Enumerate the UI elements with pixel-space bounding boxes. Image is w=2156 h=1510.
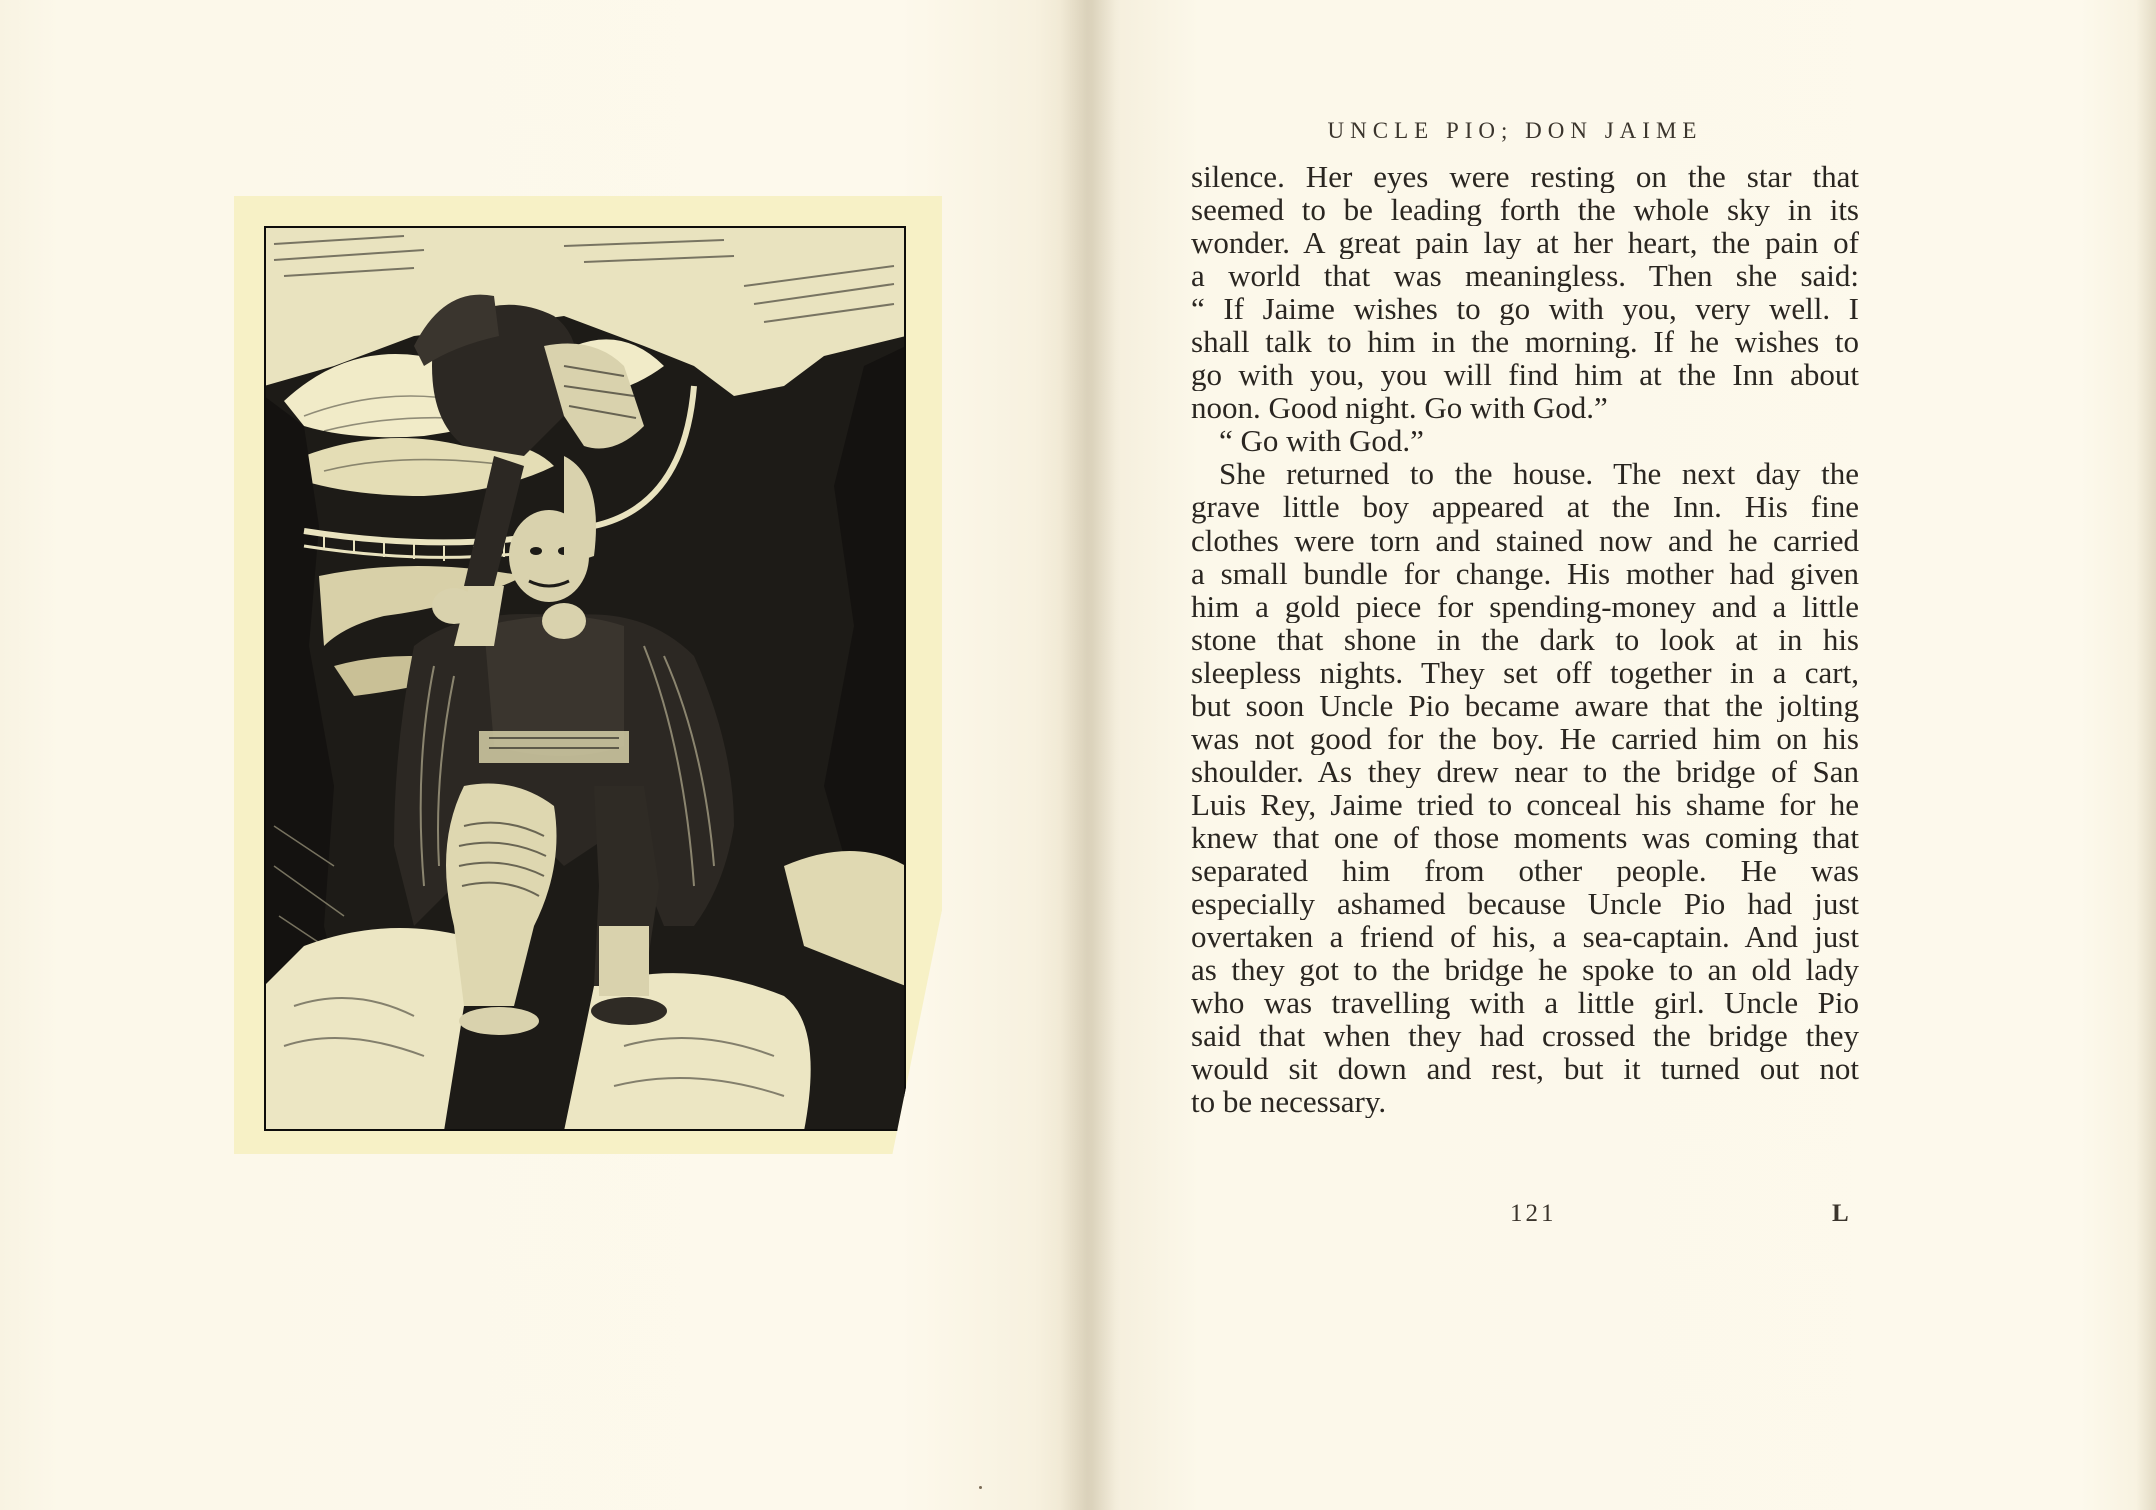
text-line: but soon Uncle Pio became aware that the jolting (1191, 688, 1859, 722)
illustration-plate (234, 196, 942, 1154)
text-line: clothes were torn and stained now and he carried (1191, 523, 1859, 557)
gutter-shadow (1060, 0, 1120, 1510)
text-line: him a gold piece for spending-money and a little (1191, 589, 1859, 623)
text-line: “ Go with God.” (1219, 424, 1424, 458)
text-line: wonder. A great pain lay at her heart, the pain of (1191, 226, 1859, 260)
text-line: grave little boy appeared at the Inn. His fine (1191, 490, 1859, 524)
text-line: Luis Rey, Jaime tried to conceal his shame for he (1191, 787, 1859, 821)
page-edge-shadow (2136, 0, 2156, 1510)
text-line: would sit down and rest, but it turned out not (1191, 1052, 1859, 1086)
text-line: a world that was meaningless. Then she said: (1191, 259, 1859, 293)
text-line: who was travelling with a little girl. Uncle Pio (1191, 986, 1859, 1020)
woodcut-illustration (264, 226, 906, 1131)
text-line: shoulder. As they drew near to the bridge of San (1191, 754, 1859, 788)
page-number: 121 (1510, 1200, 1557, 1227)
text-line: to be necessary. (1191, 1085, 1387, 1119)
text-line: seemed to be leading forth the whole sky in its (1191, 193, 1859, 227)
text-line: silence. Her eyes were resting on the star that (1191, 160, 1859, 194)
text-line: was not good for the boy. He carried him on his (1191, 721, 1859, 755)
text-line: noon. Good night. Go with God.” (1191, 391, 1608, 425)
text-line: a small bundle for change. His mother had given (1191, 556, 1859, 590)
paper-speck (979, 1486, 982, 1489)
text-line: as they got to the bridge he spoke to an old lady (1191, 953, 1859, 987)
text-line: go with you, you will find him at the Inn about (1191, 358, 1859, 392)
text-line: knew that one of those moments was coming that (1191, 820, 1859, 854)
text-line: “ If Jaime wishes to go with you, very well. I (1191, 292, 1859, 326)
text-line: separated him from other people. He was (1191, 853, 1859, 888)
text-line: said that when they had crossed the bridge they (1191, 1019, 1859, 1053)
signature-mark: L (1832, 1200, 1849, 1227)
text-block (1191, 160, 1859, 1118)
text-line: overtaken a friend of his, a sea-captain. And just (1191, 920, 1859, 954)
text-line: stone that shone in the dark to look at in his (1191, 622, 1859, 656)
text-line: shall talk to him in the morning. If he wishes to (1191, 325, 1859, 359)
running-head: UNCLE PIO; DON JAIME (1327, 118, 1703, 143)
text-line: especially ashamed because Uncle Pio had just (1191, 887, 1859, 921)
text-line: She returned to the house. The next day the (1219, 457, 1859, 491)
text-line: sleepless nights. They set off together in a cart, (1191, 655, 1859, 689)
